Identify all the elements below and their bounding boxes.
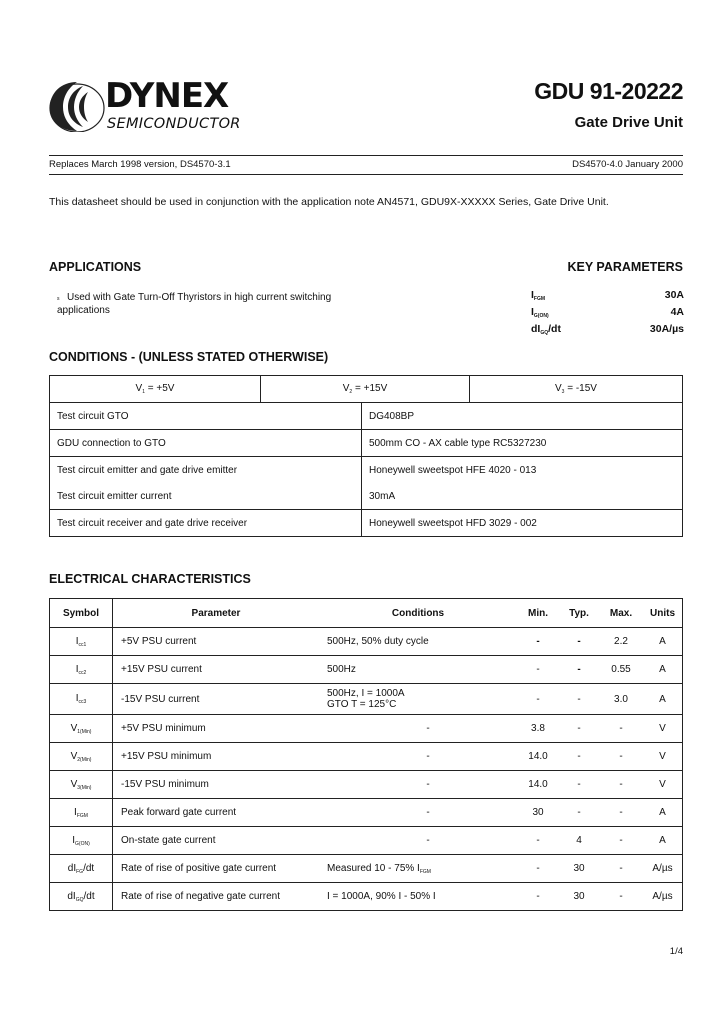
intro-paragraph: This datasheet should be used in conjunction with the application note AN4571, GDU9X-XXXXX Series, Gate Drive Unit.	[49, 196, 609, 208]
bullet-icon: s	[57, 296, 60, 302]
conditions-cell: Measured 10 - 75% $I_{FGM}$	[319, 855, 517, 883]
parameter-cell: +15V PSU current	[113, 656, 320, 684]
col-conditions: Conditions	[319, 599, 517, 628]
replaces-note: Replaces March 1998 version, DS4570-3.1	[49, 159, 231, 170]
conditions-cell: 500Hz, I = 1000A GTO T = 125°C	[319, 684, 517, 715]
min-cell: 3.8	[517, 715, 559, 743]
page-number: 1/4	[669, 946, 683, 957]
condition-label: Test circuit emitter and gate drive emitter	[50, 457, 362, 484]
symbol-cell: $dI_{GQ}/dt$	[50, 883, 113, 911]
max-cell: -	[599, 827, 643, 855]
max-cell: -	[599, 715, 643, 743]
conditions-supply-row	[50, 376, 683, 403]
symbol-cell: $I_{cc3}$	[50, 684, 113, 715]
units-cell: A/µs	[643, 883, 683, 911]
col-typ: Typ.	[559, 599, 599, 628]
col-min: Min.	[517, 599, 559, 628]
condition-value: 30mA	[362, 483, 683, 510]
table-row	[50, 883, 683, 911]
max-cell: 0.55	[599, 656, 643, 684]
condition-value: Honeywell sweetspot HFE 4020 - 013	[362, 457, 683, 484]
dynex-logo-icon	[48, 80, 106, 132]
units-cell: A/µs	[643, 855, 683, 883]
header-rule-top	[49, 155, 683, 156]
electrical-table-body	[50, 628, 683, 911]
logo-wordmark: DYNEX	[105, 76, 229, 116]
key-parameters-heading: KEY PARAMETERS	[567, 260, 683, 274]
condition-label: GDU connection to GTO	[50, 430, 362, 457]
min-cell: -	[517, 628, 559, 656]
max-cell: 2.2	[599, 628, 643, 656]
supply-v1: $V_1 = +5V$	[50, 376, 261, 403]
table-row	[50, 483, 683, 510]
units-cell: V	[643, 715, 683, 743]
table-row	[50, 403, 683, 430]
document-reference: DS4570-4.0 January 2000	[572, 159, 683, 170]
symbol-cell: $V_{1(Min)}$	[50, 715, 113, 743]
conditions-cell: I = 1000A, 90% I - 50% I	[319, 883, 517, 911]
applications-line-2: applications	[57, 305, 110, 316]
typ-cell: -	[559, 684, 599, 715]
parameter-cell: +15V PSU minimum	[113, 743, 320, 771]
electrical-heading: ELECTRICAL CHARACTERISTICS	[49, 572, 251, 586]
table-row	[50, 771, 683, 799]
table-row	[50, 457, 683, 484]
typ-cell: 4	[559, 827, 599, 855]
conditions-heading: CONDITIONS - (UNLESS STATED OTHERWISE)	[49, 350, 329, 364]
typ-cell: -	[559, 628, 599, 656]
min-cell: -	[517, 684, 559, 715]
parameter-cell: Rate of rise of negative gate current	[113, 883, 320, 911]
units-cell: A	[643, 827, 683, 855]
condition-value: 500mm CO - AX cable type RC5327230	[362, 430, 683, 457]
applications-heading: APPLICATIONS	[49, 260, 142, 274]
conditions-cell: 500Hz, 50% duty cycle	[319, 628, 517, 656]
units-cell: V	[643, 743, 683, 771]
key-parameters-list	[531, 289, 684, 340]
min-cell: -	[517, 855, 559, 883]
typ-cell: -	[559, 799, 599, 827]
max-cell: 3.0	[599, 684, 643, 715]
units-cell: A	[643, 656, 683, 684]
symbol-cell: $I_{G(ON)}$	[50, 827, 113, 855]
page-title: GDU 91-20222	[534, 78, 683, 104]
condition-label: Test circuit receiver and gate drive receiver	[50, 510, 362, 537]
max-cell: -	[599, 855, 643, 883]
table-row	[50, 628, 683, 656]
page-subtitle: Gate Drive Unit	[574, 114, 683, 131]
symbol-cell: $I_{cc1}$	[50, 628, 113, 656]
conditions-cell: -	[319, 743, 517, 771]
condition-label: Test circuit emitter current	[50, 483, 362, 510]
condition-value: Honeywell sweetspot HFD 3029 - 002	[362, 510, 683, 537]
units-cell: A	[643, 684, 683, 715]
min-cell: 14.0	[517, 771, 559, 799]
parameter-cell: On-state gate current	[113, 827, 320, 855]
condition-value: DG408BP	[362, 403, 683, 430]
typ-cell: 30	[559, 883, 599, 911]
min-cell: 30	[517, 799, 559, 827]
min-cell: -	[517, 883, 559, 911]
table-row	[50, 656, 683, 684]
typ-cell: -	[559, 656, 599, 684]
parameter-cell: +5V PSU minimum	[113, 715, 320, 743]
table-row	[50, 855, 683, 883]
electrical-table	[49, 598, 683, 911]
table-row	[50, 799, 683, 827]
key-param-digq: $dI_{GQ}/dt$ 30A/µs	[531, 323, 684, 336]
key-param-igon: $I_{G(ON)}$ 4A	[531, 306, 684, 319]
table-row	[50, 827, 683, 855]
parameter-cell: +5V PSU current	[113, 628, 320, 656]
conditions-cell: -	[319, 799, 517, 827]
parameter-cell: Rate of rise of positive gate current	[113, 855, 320, 883]
units-cell: A	[643, 799, 683, 827]
max-cell: -	[599, 883, 643, 911]
table-header-row	[50, 599, 683, 628]
key-param-ifgm: $I_{FGM}$ 30A	[531, 289, 684, 302]
symbol-cell: $V_{3(Min)}$	[50, 771, 113, 799]
parameter-cell: -15V PSU minimum	[113, 771, 320, 799]
header-rule-bottom	[49, 174, 683, 175]
parameter-cell: -15V PSU current	[113, 684, 320, 715]
min-cell: -	[517, 827, 559, 855]
symbol-cell: $I_{FGM}$	[50, 799, 113, 827]
symbol-cell: $I_{cc2}$	[50, 656, 113, 684]
table-row	[50, 743, 683, 771]
parameter-cell: Peak forward gate current	[113, 799, 320, 827]
conditions-cell: -	[319, 715, 517, 743]
max-cell: -	[599, 743, 643, 771]
symbol-cell: $dI_{FG}/dt$	[50, 855, 113, 883]
col-units: Units	[643, 599, 683, 628]
units-cell: V	[643, 771, 683, 799]
typ-cell: -	[559, 771, 599, 799]
typ-cell: -	[559, 743, 599, 771]
units-cell: A	[643, 628, 683, 656]
table-row	[50, 430, 683, 457]
symbol-cell: $V_{2(Min)}$	[50, 743, 113, 771]
table-row	[50, 684, 683, 715]
min-cell: 14.0	[517, 743, 559, 771]
conditions-table	[49, 375, 683, 403]
conditions-detail-table	[49, 402, 683, 537]
max-cell: -	[599, 771, 643, 799]
supply-v3: $V_3 = -15V$	[470, 376, 683, 403]
col-max: Max.	[599, 599, 643, 628]
typ-cell: 30	[559, 855, 599, 883]
supply-v2: $V_2 = +15V$	[261, 376, 470, 403]
conditions-cell: -	[319, 771, 517, 799]
conditions-cell: 500Hz	[319, 656, 517, 684]
table-row	[50, 715, 683, 743]
max-cell: -	[599, 799, 643, 827]
col-parameter: Parameter	[113, 599, 320, 628]
table-row	[50, 510, 683, 537]
applications-line-1: Used with Gate Turn-Off Thyristors in high current switching	[67, 292, 332, 303]
typ-cell: -	[559, 715, 599, 743]
conditions-cell: -	[319, 827, 517, 855]
logo-subtitle: SEMICONDUCTOR	[107, 116, 241, 132]
col-symbol: Symbol	[50, 599, 113, 628]
min-cell: -	[517, 656, 559, 684]
condition-label: Test circuit GTO	[50, 403, 362, 430]
